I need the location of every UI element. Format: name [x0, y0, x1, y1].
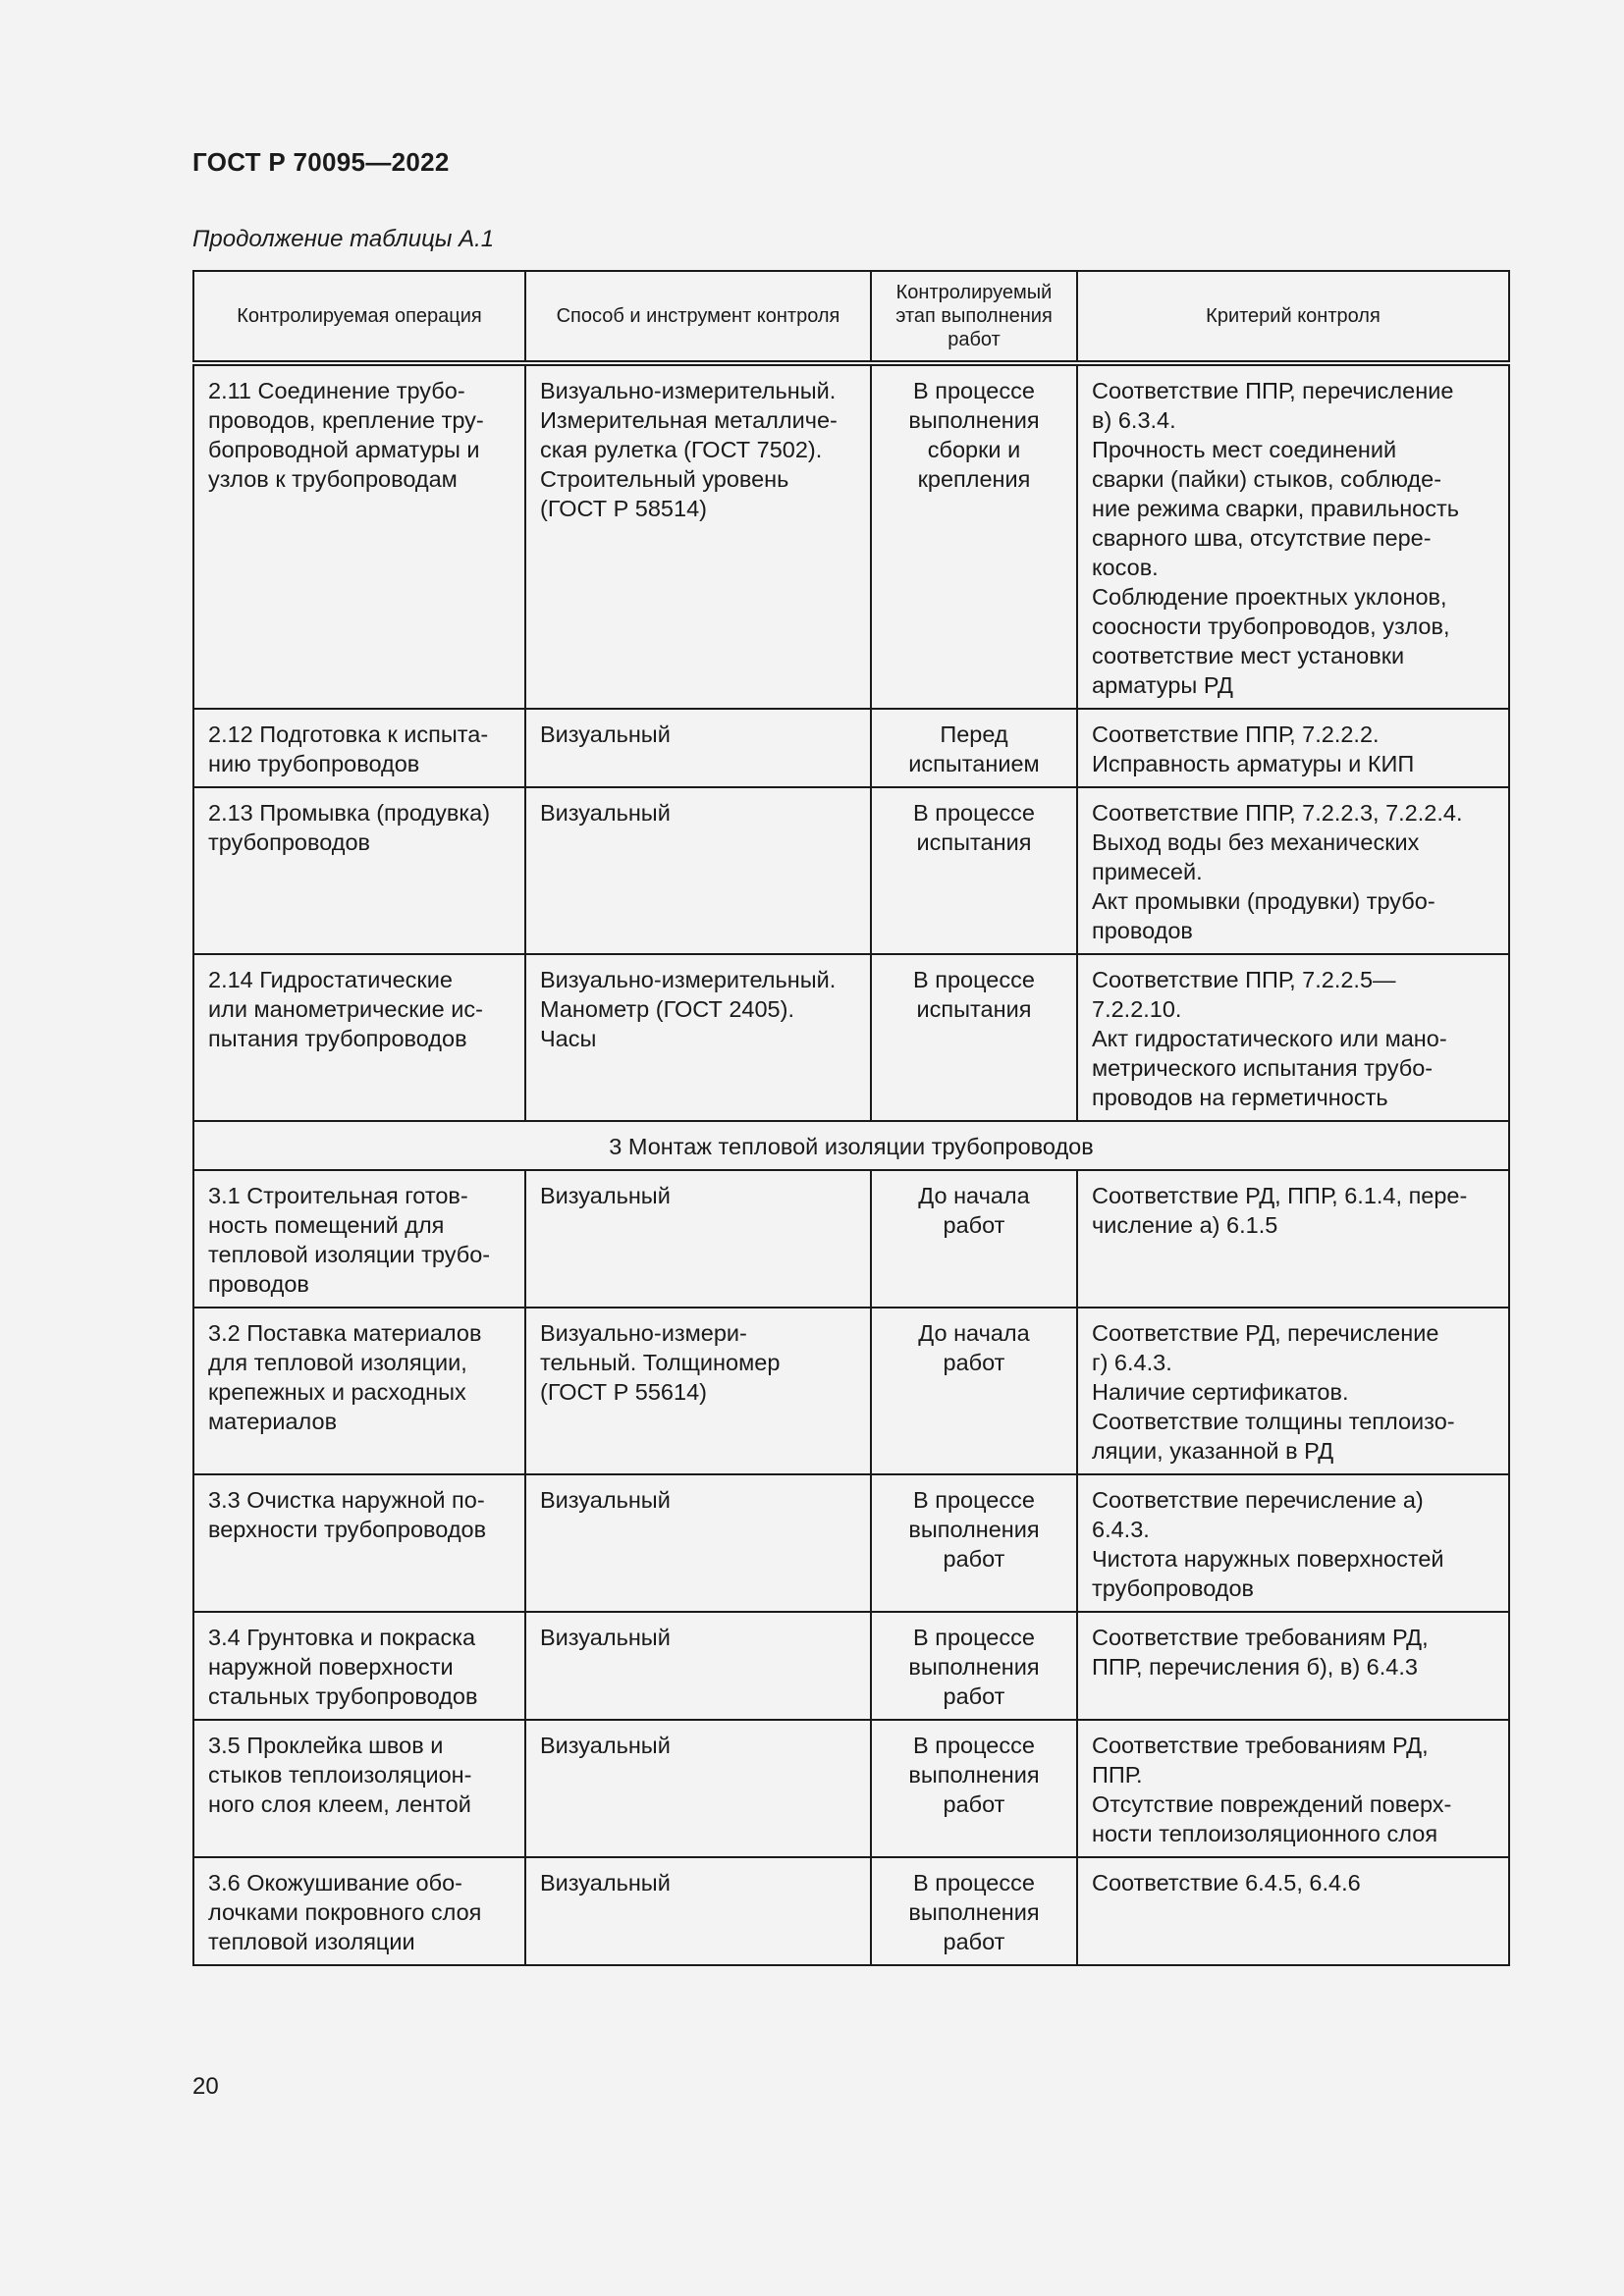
cell-text-line: тельный. Толщиномер — [540, 1350, 781, 1375]
cell-text-line: Выход воды без механических — [1092, 829, 1420, 855]
document-id: ГОСТ Р 70095—2022 — [192, 147, 450, 177]
cell-text-line: 2.14 Гидростатические — [208, 967, 453, 992]
cell-text-line: ППР. — [1092, 1762, 1143, 1788]
cell-text-line: материалов — [208, 1409, 338, 1434]
cell-text-line: сварки (пайки) стыков, соблюде- — [1092, 466, 1442, 492]
cell-criteria — [1077, 954, 1509, 1121]
cell-text-line: проводов, крепление тру- — [208, 407, 484, 433]
cell-criteria — [1077, 1170, 1509, 1308]
cell-operation — [193, 1474, 525, 1612]
cell-text-line: сборки и — [927, 437, 1021, 462]
cell-text-line: Соответствие РД, перечисление — [1092, 1320, 1439, 1346]
cell-operation — [193, 709, 525, 787]
cell-text-line: Соответствие ППР, 7.2.2.5— — [1092, 967, 1396, 992]
column-header-operation: Контролируемая операция — [193, 271, 525, 363]
cell-operation — [193, 363, 525, 709]
section-row — [193, 1121, 1509, 1170]
cell-text-line: для тепловой изоляции, — [208, 1350, 467, 1375]
cell-text-line: Соответствие ППР, 7.2.2.2. — [1092, 721, 1380, 747]
cell-text-line: 2.12 Подготовка к испыта- — [208, 721, 489, 747]
cell-text-line: выполнения — [908, 1762, 1040, 1788]
cell-method — [525, 1474, 871, 1612]
cell-text-line: Акт гидростатического или мано- — [1092, 1026, 1447, 1051]
cell-text-line: испытанием — [908, 751, 1040, 776]
page-number: 20 — [192, 2073, 219, 2100]
cell-text-line: проводов на герметичность — [1092, 1085, 1388, 1110]
cell-text-line: Перед — [940, 721, 1008, 747]
cell-stage — [871, 954, 1077, 1121]
cell-text-line: Чистота наружных поверхностей — [1092, 1546, 1444, 1572]
cell-criteria — [1077, 1474, 1509, 1612]
cell-text-line: Визуальный — [540, 1870, 671, 1896]
cell-criteria — [1077, 1720, 1509, 1857]
cell-stage — [871, 1474, 1077, 1612]
cell-text-line: выполнения — [908, 1654, 1040, 1680]
table-row — [193, 709, 1509, 787]
cell-text-line: ние режима сварки, правильность — [1092, 496, 1459, 521]
cell-criteria — [1077, 363, 1509, 709]
cell-operation — [193, 1170, 525, 1308]
cell-text-line: 3.6 Окожушивание обо- — [208, 1870, 462, 1896]
cell-text-line: В процессе — [913, 800, 1035, 826]
cell-text-line: наружной поверхности — [208, 1654, 454, 1680]
cell-text-line: проводов — [208, 1271, 309, 1297]
cell-text-line: узлов к трубопроводам — [208, 466, 458, 492]
table-row — [193, 1612, 1509, 1720]
cell-text-line: ППР, перечисления б), в) 6.4.3 — [1092, 1654, 1418, 1680]
cell-text-line: Соответствие перечисление а) — [1092, 1487, 1424, 1513]
cell-text-line: Соответствие требованиям РД, — [1092, 1625, 1429, 1650]
column-header-method: Способ и инструмент контроля — [525, 271, 871, 363]
column-header-stage: Контролируемый этап выполнения работ — [871, 271, 1077, 363]
cell-text-line: бопроводной арматуры и — [208, 437, 480, 462]
cell-text-line: крепления — [917, 466, 1031, 492]
cell-text-line: В процессе — [913, 1870, 1035, 1896]
cell-text-line: Визуальный — [540, 1183, 671, 1208]
cell-text-line: 2.13 Промывка (продувка) — [208, 800, 491, 826]
cell-text-line: ляции, указанной в РД — [1092, 1438, 1334, 1464]
table-row — [193, 1308, 1509, 1474]
cell-method — [525, 1308, 871, 1474]
table-row — [193, 787, 1509, 954]
cell-text-line: ного слоя клеем, лентой — [208, 1791, 471, 1817]
cell-text-line: Измерительная металличе- — [540, 407, 838, 433]
cell-text-line: тепловой изоляции трубо- — [208, 1242, 491, 1267]
cell-text-line: метрического испытания трубо- — [1092, 1055, 1434, 1081]
cell-stage — [871, 1857, 1077, 1965]
cell-text-line: ская рулетка (ГОСТ 7502). — [540, 437, 823, 462]
cell-stage — [871, 363, 1077, 709]
cell-method — [525, 1612, 871, 1720]
cell-text-line: В процессе — [913, 378, 1035, 403]
cell-text-line: Акт промывки (продувки) трубо- — [1092, 888, 1435, 914]
cell-text-line: испытания — [916, 829, 1032, 855]
cell-text-line: ности теплоизоляционного слоя — [1092, 1821, 1438, 1846]
cell-text-line: В процессе — [913, 1733, 1035, 1758]
cell-stage — [871, 1308, 1077, 1474]
cell-text-line: 2.11 Соединение трубо- — [208, 378, 465, 403]
cell-criteria — [1077, 709, 1509, 787]
cell-criteria — [1077, 1857, 1509, 1965]
cell-text-line: стыков теплоизоляцион- — [208, 1762, 472, 1788]
cell-text-line: 3.3 Очистка наружной по- — [208, 1487, 485, 1513]
cell-text-line: сварного шва, отсутствие пере- — [1092, 525, 1432, 551]
table-row — [193, 1857, 1509, 1965]
cell-text-line: испытания — [916, 996, 1032, 1022]
cell-text-line: Соответствие 6.4.5, 6.4.6 — [1092, 1870, 1361, 1896]
cell-text-line: Соответствие ППР, перечисление — [1092, 378, 1454, 403]
cell-text-line: работ — [943, 1929, 1005, 1954]
cell-operation — [193, 1308, 525, 1474]
cell-text-line: крепежных и расходных — [208, 1379, 466, 1405]
cell-criteria — [1077, 1612, 1509, 1720]
cell-text-line: 3.4 Грунтовка и покраска — [208, 1625, 476, 1650]
table-caption: Продолжение таблицы А.1 — [192, 226, 495, 252]
cell-text-line: работ — [943, 1683, 1005, 1709]
cell-text-line: Визуально-измерительный. — [540, 967, 837, 992]
table-body-section-3 — [193, 1170, 1509, 1965]
cell-operation — [193, 787, 525, 954]
cell-text-line: 6.4.3. — [1092, 1517, 1150, 1542]
cell-criteria — [1077, 787, 1509, 954]
cell-text-line: проводов — [1092, 918, 1193, 943]
cell-text-line: Соответствие РД, ППР, 6.1.4, пере- — [1092, 1183, 1468, 1208]
cell-operation — [193, 1720, 525, 1857]
cell-method — [525, 709, 871, 787]
cell-text-line: тепловой изоляции — [208, 1929, 415, 1954]
cell-stage — [871, 1170, 1077, 1308]
cell-text-line: трубопроводов — [208, 829, 371, 855]
cell-text-line: 3.1 Строительная готов- — [208, 1183, 468, 1208]
cell-text-line: Соблюдение проектных уклонов, — [1092, 584, 1447, 610]
column-header-criteria: Критерий контроля — [1077, 271, 1509, 363]
cell-text-line: лочками покровного слоя — [208, 1899, 482, 1925]
cell-text-line: в) 6.3.4. — [1092, 407, 1176, 433]
cell-operation — [193, 1612, 525, 1720]
cell-text-line: работ — [943, 1791, 1005, 1817]
cell-criteria — [1077, 1308, 1509, 1474]
cell-text-line: 7.2.2.10. — [1092, 996, 1182, 1022]
cell-text-line: примесей. — [1092, 859, 1203, 884]
cell-stage — [871, 787, 1077, 954]
cell-text-line: Манометр (ГОСТ 2405). — [540, 996, 794, 1022]
cell-text-line: косов. — [1092, 555, 1159, 580]
cell-text-line: ность помещений для — [208, 1212, 445, 1238]
cell-text-line: Визуальный — [540, 800, 671, 826]
cell-operation — [193, 954, 525, 1121]
cell-text-line: Часы — [540, 1026, 597, 1051]
table-header-row — [193, 271, 1509, 363]
cell-text-line: Отсутствие повреждений поверх- — [1092, 1791, 1452, 1817]
section-3-heading — [193, 1121, 1509, 1170]
cell-text-line: выполнения — [908, 1899, 1040, 1925]
cell-text-line: работ — [943, 1212, 1005, 1238]
cell-text-line: Соответствие требованиям РД, — [1092, 1733, 1429, 1758]
cell-text-line: В процессе — [913, 1487, 1035, 1513]
cell-text-line: Прочность мест соединений — [1092, 437, 1397, 462]
cell-text-line: Визуальный — [540, 1487, 671, 1513]
table-body-section-2 — [193, 363, 1509, 1121]
cell-operation — [193, 1857, 525, 1965]
cell-stage — [871, 1720, 1077, 1857]
cell-text-line: выполнения — [908, 407, 1040, 433]
cell-text-line: Визуальный — [540, 1733, 671, 1758]
cell-text-line: Визуальный — [540, 1625, 671, 1650]
cell-text-line: числение а) 6.1.5 — [1092, 1212, 1278, 1238]
cell-text-line: До начала — [918, 1183, 1030, 1208]
cell-text-line: Наличие сертификатов. — [1092, 1379, 1349, 1405]
cell-text-line: работ — [943, 1546, 1005, 1572]
cell-method — [525, 1720, 871, 1857]
cell-text-line: или манометрические ис- — [208, 996, 483, 1022]
cell-text-line: Визуально-измери- — [540, 1320, 747, 1346]
cell-text-line: соответствие мест установки — [1092, 643, 1405, 668]
cell-text-line: соосности трубопроводов, узлов, — [1092, 614, 1450, 639]
cell-text-line: Визуально-измерительный. — [540, 378, 837, 403]
cell-text-line: Соответствие толщины теплоизо- — [1092, 1409, 1455, 1434]
cell-text-line: пытания трубопроводов — [208, 1026, 467, 1051]
cell-method — [525, 1170, 871, 1308]
cell-text-line: работ — [943, 1350, 1005, 1375]
table-row — [193, 363, 1509, 709]
cell-text-line: До начала — [918, 1320, 1030, 1346]
table-row — [193, 1720, 1509, 1857]
cell-text-line: В процессе — [913, 1625, 1035, 1650]
table-row — [193, 1474, 1509, 1612]
cell-text-line: Визуальный — [540, 721, 671, 747]
cell-stage — [871, 1612, 1077, 1720]
cell-method — [525, 954, 871, 1121]
cell-text-line: нию трубопроводов — [208, 751, 420, 776]
cell-text-line: арматуры РД — [1092, 672, 1233, 698]
control-table — [192, 270, 1510, 1966]
cell-text-line: стальных трубопроводов — [208, 1683, 478, 1709]
cell-text-line: верхности трубопроводов — [208, 1517, 487, 1542]
cell-stage — [871, 709, 1077, 787]
cell-text-line: 3.5 Проклейка швов и — [208, 1733, 444, 1758]
cell-text-line: (ГОСТ Р 58514) — [540, 496, 707, 521]
cell-text-line: Соответствие ППР, 7.2.2.3, 7.2.2.4. — [1092, 800, 1463, 826]
cell-text-line: (ГОСТ Р 55614) — [540, 1379, 707, 1405]
section-title: 3 Монтаж тепловой изоляции трубопроводов — [193, 1121, 1509, 1170]
cell-text-line: Строительный уровень — [540, 466, 789, 492]
cell-text-line: выполнения — [908, 1517, 1040, 1542]
cell-method — [525, 787, 871, 954]
cell-method — [525, 1857, 871, 1965]
cell-text-line: В процессе — [913, 967, 1035, 992]
cell-method — [525, 363, 871, 709]
table-row — [193, 1170, 1509, 1308]
table-row — [193, 954, 1509, 1121]
cell-text-line: 3.2 Поставка материалов — [208, 1320, 482, 1346]
cell-text-line: Исправность арматуры и КИП — [1092, 751, 1415, 776]
cell-text-line: г) 6.4.3. — [1092, 1350, 1172, 1375]
cell-text-line: трубопроводов — [1092, 1575, 1255, 1601]
